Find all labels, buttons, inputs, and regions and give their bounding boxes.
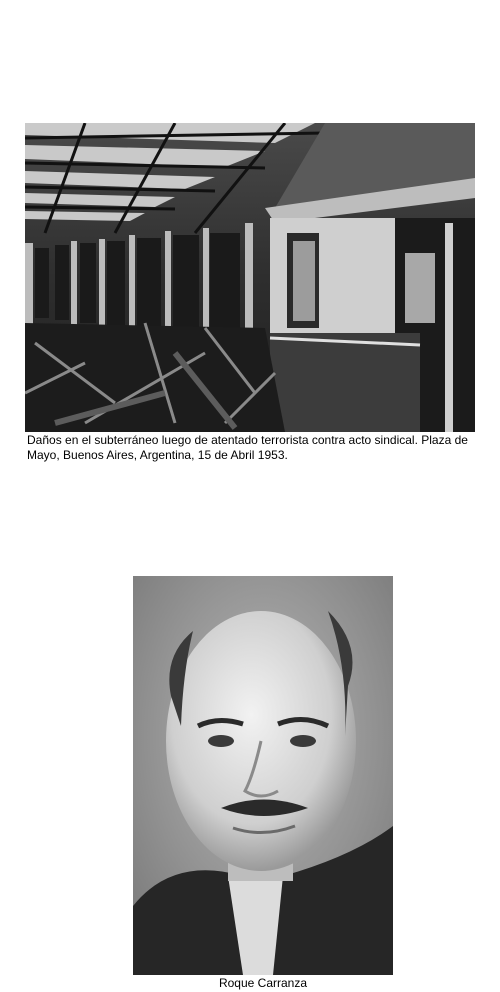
subway-photo-caption: Daños en el subterráneo luego de atentado terrorista contra acto sindical. Plaza de Mayo, Buenos Aires, Argentina, 15 de Abril 1953. <box>27 433 468 462</box>
subway-damage-photo <box>25 123 475 432</box>
roque-carranza-portrait <box>133 576 393 975</box>
portrait-caption: Roque Carranza <box>218 976 308 990</box>
